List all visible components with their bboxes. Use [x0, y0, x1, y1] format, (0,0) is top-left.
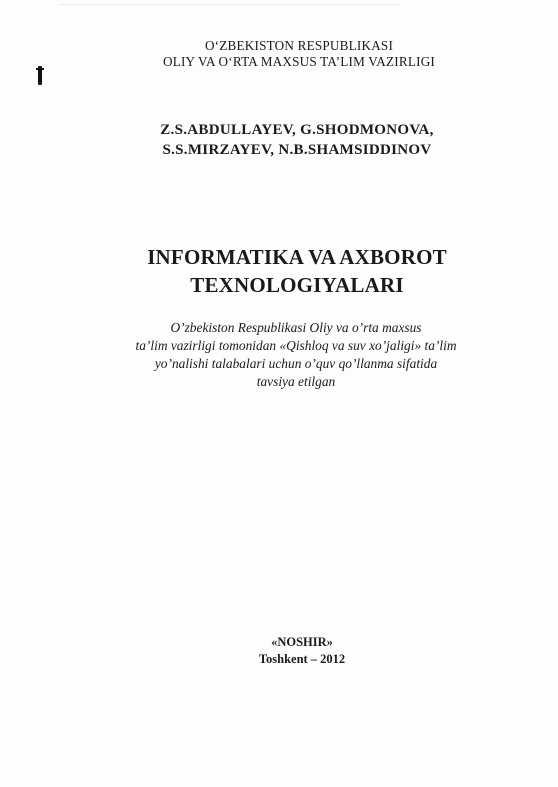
ministry-line-1: O‘ZBEKISTON RESPUBLIKASI [204, 38, 394, 53]
recommendation-line-4: tavsiya etilgan [256, 374, 336, 389]
title-line-1: INFORMATIKA VA AXBOROT [147, 245, 447, 269]
book-title [0, 243, 558, 299]
recommendation-line-2: ta’lim vazirligi tomonidan «Qishloq va suv xo’jaligi» ta’lim [135, 338, 457, 353]
ministry-line-2: OLIY VA O‘RTA MAXSUS TA’LIM VAZIRLIGI [162, 54, 436, 69]
recommendation-line-3: yo’nalishi talabalari uchun o’quv qo’llanma sifatida [154, 356, 438, 371]
authors-line-1: Z.S.ABDULLAYEV, G.SHODMONOVA, [160, 122, 434, 138]
publisher-block [0, 634, 558, 668]
scan-artifact [60, 4, 400, 8]
ministry-header [0, 38, 558, 70]
publisher-city-year: Toshkent – 2012 [258, 652, 346, 666]
authors-line-2: S.S.MIRZAYEV, N.B.SHAMSIDDINOV [162, 142, 432, 158]
authors-block [0, 120, 558, 160]
recommendation-text [0, 319, 558, 391]
title-line-2: TEXNOLOGIYALARI [190, 273, 404, 297]
publisher-name: «NOSHIR» [271, 635, 333, 649]
recommendation-line-1: O’zbekiston Respublikasi Oliy va o’rta maxsus [170, 320, 422, 335]
